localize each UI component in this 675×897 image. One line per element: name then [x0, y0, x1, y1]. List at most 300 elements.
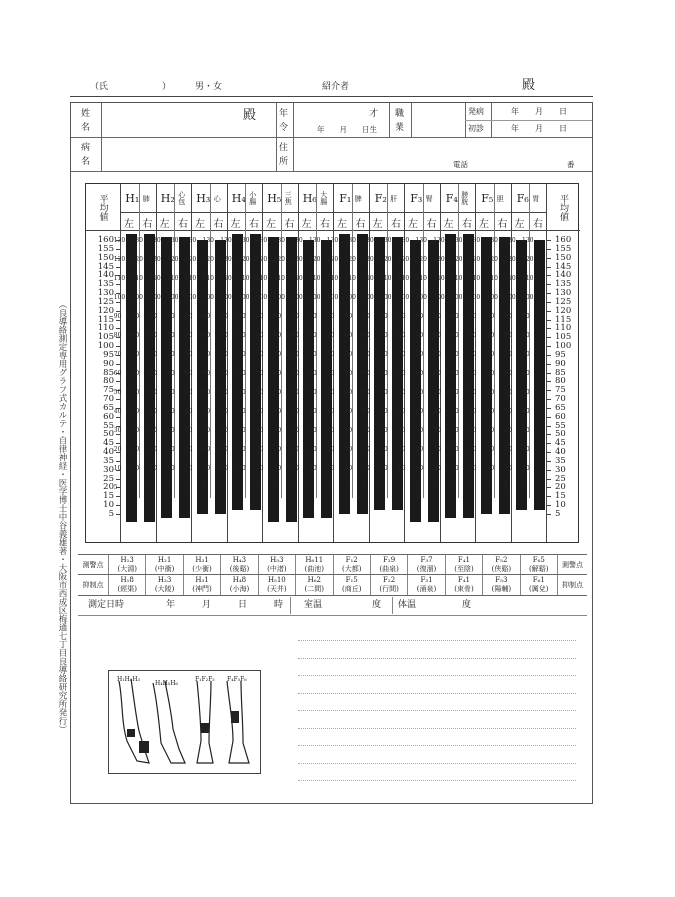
avg-scale-tick	[547, 328, 551, 329]
avg-scale-label: 160	[555, 235, 572, 245]
bar-tick-label: 60	[220, 370, 228, 377]
meridian-name: 胆	[496, 194, 505, 202]
bar-tick-label: 80	[184, 332, 193, 339]
bar-tick-label: 110	[504, 275, 516, 282]
bar-tick-label: 20	[397, 446, 406, 453]
body-temp-unit: 度	[462, 600, 472, 610]
bar-tick-label: 90	[362, 313, 370, 320]
header-paren-right: ）	[162, 82, 172, 92]
right-label: 右	[533, 219, 543, 230]
avg-scale-label: 5	[555, 509, 561, 519]
bar-tick-label: 5	[255, 484, 260, 491]
bar-tick-label: 30	[415, 427, 424, 434]
bar-tick-label: 80	[362, 332, 370, 339]
room-temp-unit: 度	[372, 600, 382, 610]
meridian-figure	[108, 670, 261, 774]
bar-tick-label: 20	[380, 446, 388, 453]
bar-tick-label: 70	[433, 351, 441, 358]
avg-scale-label: 50	[555, 429, 566, 440]
bar-tick-label: 110	[273, 275, 285, 282]
avg-column-right	[546, 184, 580, 542]
header-underline	[70, 96, 593, 97]
left-label: 左	[301, 219, 312, 230]
bar-tick-label: 110	[220, 275, 232, 282]
bar-tick-label: 130	[149, 237, 161, 244]
bar-tick-label: 60	[344, 370, 353, 377]
avg-scale-label: 65	[555, 402, 566, 413]
bar-tick-label: 30	[255, 427, 264, 434]
bar-tick-label: 100	[380, 294, 392, 301]
occupation-label-2: 業	[395, 123, 405, 133]
bar-tick-label: 120	[309, 256, 321, 263]
bar-tick-label: 70	[522, 351, 530, 358]
test-point-label-right: 測警点	[557, 555, 587, 575]
bar-tick-label: 100	[468, 294, 481, 301]
bar-tick-label: 10	[202, 465, 211, 472]
bar-tick-label: 30	[326, 427, 335, 434]
meridian-name: 脾	[354, 194, 363, 202]
avg-scale-label: 110	[555, 323, 572, 334]
bar-tick-label: 60	[309, 370, 317, 377]
bar-tick-label: 40	[273, 408, 282, 415]
right-label: 右	[355, 219, 366, 230]
bar-tick-label: 10	[468, 465, 477, 472]
bar-tick-label: 5	[522, 484, 526, 491]
bar-tick-label: 5	[380, 484, 384, 491]
avg-scale-tick	[547, 496, 551, 497]
bar-tick-label: 60	[415, 370, 424, 377]
avg-scale-label: 110	[97, 323, 114, 334]
bar-tick-label: 20	[149, 446, 157, 453]
meridian-code: F₂	[374, 191, 387, 205]
bar-tick-label: 120	[255, 256, 268, 263]
bar-tick-label: 90	[273, 313, 282, 320]
bar-tick-label: 80	[291, 332, 299, 339]
bar-tick-label: 110	[255, 275, 268, 282]
avg-scale-label: 40	[555, 447, 566, 458]
bar-tick-label: 130	[362, 237, 374, 244]
avg-scale-label: 5	[108, 509, 114, 519]
bar-tick-label: 70	[149, 351, 157, 358]
bar-tick-label: 110	[238, 275, 250, 282]
avg-scale-label: 135	[97, 279, 114, 290]
bar-tick-label: 80	[522, 332, 530, 339]
bar-tick-label: 5	[273, 484, 278, 491]
meridian-code: H₁	[125, 191, 140, 205]
bar-tick-label: 110	[149, 275, 161, 282]
avg-scale-tick	[547, 346, 551, 347]
bar-tick-label: 90	[486, 313, 495, 320]
bar-tick-label: 5	[291, 484, 296, 491]
bar-tick-label: 80	[273, 332, 282, 339]
bar-tick-label: 110	[362, 275, 374, 282]
suppress-point-cell: H₆2 (二間)	[295, 575, 332, 595]
bar-tick-label: 90	[326, 313, 335, 320]
bar-tick-label: 120	[451, 256, 463, 263]
avg-scale-label: 120	[97, 305, 114, 316]
bar-tick-label: 50	[309, 389, 317, 396]
bar-tick-label: 130	[131, 237, 143, 244]
bar-tick-label: 20	[309, 446, 317, 453]
avg-scale-tick	[547, 514, 551, 515]
bar-tick-label: 10	[309, 465, 317, 472]
avg-scale-label: 80	[103, 376, 114, 387]
bar-tick-label: 80	[486, 332, 495, 339]
bar-tick-label: 5	[397, 484, 402, 491]
bar-tick-label: 10	[486, 465, 495, 472]
left-label: 左	[195, 219, 205, 230]
bar-tick-label: 20	[184, 446, 193, 453]
bar-tick-label: 70	[451, 351, 459, 358]
avg-scale-label: 10	[103, 500, 114, 511]
avg-scale-tick	[547, 355, 551, 356]
bar-tick-label: 10	[522, 465, 530, 472]
avg-scale-label: 85	[555, 367, 566, 378]
bar-tick-label: 5	[131, 484, 136, 491]
avg-scale-label: 60	[555, 411, 566, 422]
bar-tick-label: 20	[255, 446, 264, 453]
bar-tick-label: 30	[380, 427, 388, 434]
bar-tick-label: 40	[468, 408, 477, 415]
avg-scale-label: 100	[555, 341, 572, 352]
bar-tick-label: 90	[451, 313, 459, 320]
age-label-1: 年	[279, 109, 289, 119]
bar-tick-label: 120	[167, 256, 179, 263]
bar-tick-label: 60	[486, 370, 495, 377]
bar-tick-label: 80	[433, 332, 441, 339]
bar-tick-label: 100	[433, 294, 445, 301]
bar-tick-label: 50	[131, 389, 140, 396]
bar-tick-label: 90	[167, 313, 175, 320]
bar-tick-label: 130	[167, 237, 179, 244]
bar-tick-label: 30	[220, 427, 228, 434]
bar-tick-label: 30	[273, 427, 282, 434]
meridian-code: F₁	[339, 191, 352, 205]
bar-tick-label: 40	[167, 408, 175, 415]
notes-line	[298, 710, 576, 711]
avg-scale-label: 45	[103, 438, 114, 449]
bar-tick-label: 60	[202, 370, 211, 377]
bar-tick-label: 20	[202, 446, 211, 453]
age-label-2: 令	[279, 123, 289, 133]
bar-tick-label: 60	[184, 370, 193, 377]
test-point-label: 測警点	[82, 561, 104, 569]
bar-tick-label: 120	[486, 256, 498, 263]
meridian-name: 三焦	[284, 191, 293, 205]
bar-tick-label: 130	[468, 237, 481, 244]
bar-tick-label: 110	[380, 275, 392, 282]
avg-scale-label: 135	[555, 279, 572, 290]
left-label: 左	[266, 219, 276, 230]
right-label: 右	[426, 219, 437, 230]
avg-scale-label: 80	[555, 376, 566, 387]
right-label: 右	[320, 219, 330, 230]
bar-tick-label: 50	[486, 389, 495, 396]
avg-scale-label: 95	[103, 349, 114, 360]
meridian-name: 膀胱	[460, 191, 469, 205]
age-unit: 才	[369, 109, 379, 119]
bar-tick-label: 110	[451, 275, 463, 282]
bar-tick-label: 60	[362, 370, 370, 377]
bar-tick-label: 10	[220, 465, 228, 472]
bar-tick-label: 10	[184, 465, 193, 472]
avg-scale-tick	[547, 320, 551, 321]
birth-date: 年 月 日生	[317, 125, 377, 134]
bar-tick-label: 130	[344, 237, 356, 244]
bar-tick-label: 5	[486, 484, 491, 491]
bar-tick-label: 60	[113, 370, 122, 377]
test-point-cell: H₄3 (後谿)	[220, 555, 257, 575]
bar-tick-label: 70	[415, 351, 424, 358]
bar-tick-label: 100	[291, 294, 303, 301]
avg-scale-label: 30	[103, 464, 114, 475]
bar-tick-label: 120	[326, 256, 339, 263]
suppress-point-cell: F₅3 (陽輔)	[482, 575, 519, 595]
avg-scale-tick	[547, 302, 551, 303]
bar-tick-label: 20	[291, 446, 299, 453]
left-label: 左	[514, 219, 525, 230]
avg-scale-tick	[547, 249, 551, 250]
bar-tick-label: 40	[238, 408, 246, 415]
bar-tick-label: 90	[184, 313, 193, 320]
bar-tick-label: 100	[362, 294, 374, 301]
bar-tick-label: 120	[291, 256, 303, 263]
avg-scale-label: 75	[555, 385, 566, 396]
avg-scale-label: 125	[97, 296, 114, 307]
bar-tick-label: 70	[362, 351, 370, 358]
bar-tick-label: 5	[309, 484, 313, 491]
left-label: 左	[479, 219, 489, 230]
bar-tick-label: 100	[309, 294, 321, 301]
bar-tick-label: 100	[273, 294, 285, 301]
meridian-code: F₆	[516, 191, 529, 205]
test-point-cell: H₆11 (曲池)	[295, 555, 332, 575]
right-label: 右	[462, 219, 472, 230]
avg-scale-tick	[547, 267, 551, 268]
meridian-name: 大腸	[319, 191, 328, 205]
bar-tick-label: 100	[220, 294, 232, 301]
bar-tick-label: 120	[202, 256, 214, 263]
bar-tick-label: 110	[415, 275, 427, 282]
bar-tick-label: 120	[397, 256, 410, 263]
bar-tick-label: 10	[273, 465, 282, 472]
left-label: 左	[230, 219, 241, 230]
bar-tick-label: 5	[113, 484, 118, 491]
bar-tick-label: 5	[238, 484, 242, 491]
bar-tick-label: 80	[415, 332, 424, 339]
bar-tick-label: 60	[397, 370, 406, 377]
bar-tick-label: 100	[167, 294, 179, 301]
bar-tick-label: 90	[131, 313, 140, 320]
bar-tick-label: 100	[504, 294, 516, 301]
meridian-chart	[85, 183, 579, 543]
bar-tick-label: 110	[468, 275, 481, 282]
bar-tick-label: 90	[522, 313, 530, 320]
avg-scale-tick	[547, 487, 551, 488]
bar-tick-label: 70	[202, 351, 211, 358]
bar-tick-label: 30	[184, 427, 193, 434]
avg-scale-tick	[547, 293, 551, 294]
bar-tick-label: 130	[309, 237, 321, 244]
test-point-cell: F₃7 (復溜)	[407, 555, 444, 575]
avg-scale-label: 45	[555, 438, 566, 449]
bar-tick-label: 20	[113, 446, 122, 453]
avg-scale-tick	[547, 505, 551, 506]
avg-scale-tick	[547, 240, 551, 241]
bar-tick-label: 10	[380, 465, 388, 472]
bar-tick-label: 30	[486, 427, 495, 434]
bar-tick-label: 90	[468, 313, 477, 320]
bar-tick-label: 70	[380, 351, 388, 358]
bar-tick-label: 60	[149, 370, 157, 377]
suppress-point-cell: H₄8 (小海)	[220, 575, 257, 595]
avg-scale-tick	[547, 311, 551, 312]
bar-tick-label: 10	[451, 465, 459, 472]
header-sex: 男・女	[195, 82, 223, 92]
bar-tick-label: 20	[415, 446, 424, 453]
left-bar	[410, 240, 421, 522]
bar-tick-label: 90	[149, 313, 157, 320]
fig-label-h123: H₁H₂H₃	[117, 676, 140, 683]
left-label: 左	[337, 219, 347, 230]
avg-scale-tick	[547, 417, 551, 418]
bar-tick-label: 50	[255, 389, 264, 396]
meridian-name: 心	[213, 194, 222, 202]
bar-tick-label: 30	[238, 427, 246, 434]
notes-line	[298, 763, 576, 764]
meridian-code: H₂	[160, 191, 175, 205]
avg-scale-tick	[547, 470, 551, 471]
bar-tick-label: 120	[220, 256, 232, 263]
bar-tick-label: 30	[451, 427, 459, 434]
bar-tick-label: 10	[131, 465, 140, 472]
meridian-code: F₄	[445, 191, 458, 205]
header-dono: 殿	[522, 78, 536, 93]
bar-tick-label: 5	[415, 484, 420, 491]
bar-tick-label: 70	[326, 351, 335, 358]
avg-scale-label: 100	[97, 341, 114, 352]
bar-tick-label: 90	[255, 313, 264, 320]
bar-tick-label: 80	[468, 332, 477, 339]
meridian-code: H₄	[231, 191, 246, 205]
bar-tick-label: 100	[451, 294, 463, 301]
bar-tick-label: 40	[113, 408, 122, 415]
bar-tick-label: 130	[486, 237, 498, 244]
bar-tick-label: 40	[255, 408, 264, 415]
avg-scale-tick	[547, 373, 551, 374]
avg-scale-tick	[547, 381, 551, 382]
test-point-cell: F₆5 (解谿)	[520, 555, 557, 575]
notes-line	[298, 693, 576, 694]
avg-scale-label: 145	[97, 261, 114, 272]
bar-tick-label: 100	[238, 294, 250, 301]
bar-tick-label: 40	[522, 408, 530, 415]
bar-tick-label: 130	[184, 237, 197, 244]
meridian-code: H₅	[267, 191, 282, 205]
bar-tick-label: 80	[380, 332, 388, 339]
fig-label-f456: F₄F₅F₆	[227, 676, 247, 683]
bar-tick-label: 20	[362, 446, 370, 453]
bar-tick-label: 60	[504, 370, 512, 377]
bar-tick-label: 40	[397, 408, 406, 415]
bar-tick-label: 50	[415, 389, 424, 396]
avg-scale-label: 25	[103, 473, 114, 484]
bar-tick-label: 100	[202, 294, 214, 301]
bar-tick-label: 100	[415, 294, 427, 301]
bar-tick-label: 130	[220, 237, 232, 244]
bar-tick-label: 20	[220, 446, 228, 453]
test-point-cell: H₅3 (中渚)	[258, 555, 295, 575]
test-point-row	[78, 554, 587, 575]
bar-tick-label: 70	[397, 351, 406, 358]
bar-tick-label: 60	[238, 370, 246, 377]
right-bar	[534, 240, 545, 510]
bar-tick-label: 10	[291, 465, 299, 472]
avg-scale-label: 145	[555, 261, 572, 272]
suppress-point-cell: F₁5 (商丘)	[333, 575, 370, 595]
test-point-cell: F₄1 (至陰)	[445, 555, 482, 575]
meridian-name: 腎	[425, 194, 434, 202]
bar-tick-label: 20	[486, 446, 495, 453]
header-paren-left: （氏	[90, 82, 109, 92]
bar-tick-label: 5	[149, 484, 154, 491]
test-point-cell: F₁2 (大都)	[333, 555, 370, 575]
bar-tick-label: 130	[433, 237, 445, 244]
suppress-point-cell: F₂2 (行間)	[370, 575, 407, 595]
avg-scale-label: 25	[555, 473, 566, 484]
bar-tick-label: 70	[273, 351, 282, 358]
bar-tick-label: 120	[415, 256, 427, 263]
bar-tick-label: 70	[238, 351, 246, 358]
disease-label-2: 名	[81, 157, 91, 167]
bar-tick-label: 110	[522, 275, 534, 282]
bar-tick-label: 110	[167, 275, 179, 282]
bar-tick-label: 120	[184, 256, 197, 263]
avg-scale-label: 150	[97, 252, 114, 263]
bar-tick-label: 30	[309, 427, 317, 434]
bar-tick-label: 20	[167, 446, 175, 453]
bar-tick-label: 80	[255, 332, 264, 339]
bar-tick-label: 30	[149, 427, 157, 434]
meridian-name: 肺	[142, 194, 151, 202]
bar-tick-label: 100	[184, 294, 197, 301]
bar-tick-label: 100	[397, 294, 410, 301]
avg-scale-label: 50	[103, 429, 114, 440]
fig-label-f123: F₁F₂F₃	[195, 676, 215, 683]
bar-tick-label: 60	[433, 370, 441, 377]
avg-scale-tick	[547, 452, 551, 453]
bar-tick-label: 80	[220, 332, 228, 339]
bar-tick-label: 30	[113, 427, 122, 434]
measure-datetime: 年 月 日 時	[166, 600, 284, 610]
bar-tick-label: 80	[131, 332, 140, 339]
header-introducer: 紹介者	[322, 82, 350, 92]
avg-scale-label: 130	[555, 288, 572, 299]
right-bar	[428, 240, 439, 522]
bar-tick-label: 100	[131, 294, 143, 301]
test-point-cell: H₃1 (少衝)	[183, 555, 220, 575]
bar-tick-label: 5	[184, 484, 189, 491]
bar-tick-label: 30	[504, 427, 512, 434]
bar-tick-label: 40	[433, 408, 441, 415]
bar-tick-label: 5	[167, 484, 171, 491]
bar-tick-label: 70	[167, 351, 175, 358]
bar-tick-label: 80	[504, 332, 512, 339]
bar-tick-label: 90	[220, 313, 228, 320]
right-label: 右	[497, 219, 508, 230]
bar-tick-label: 70	[344, 351, 353, 358]
notes-line	[298, 640, 576, 641]
